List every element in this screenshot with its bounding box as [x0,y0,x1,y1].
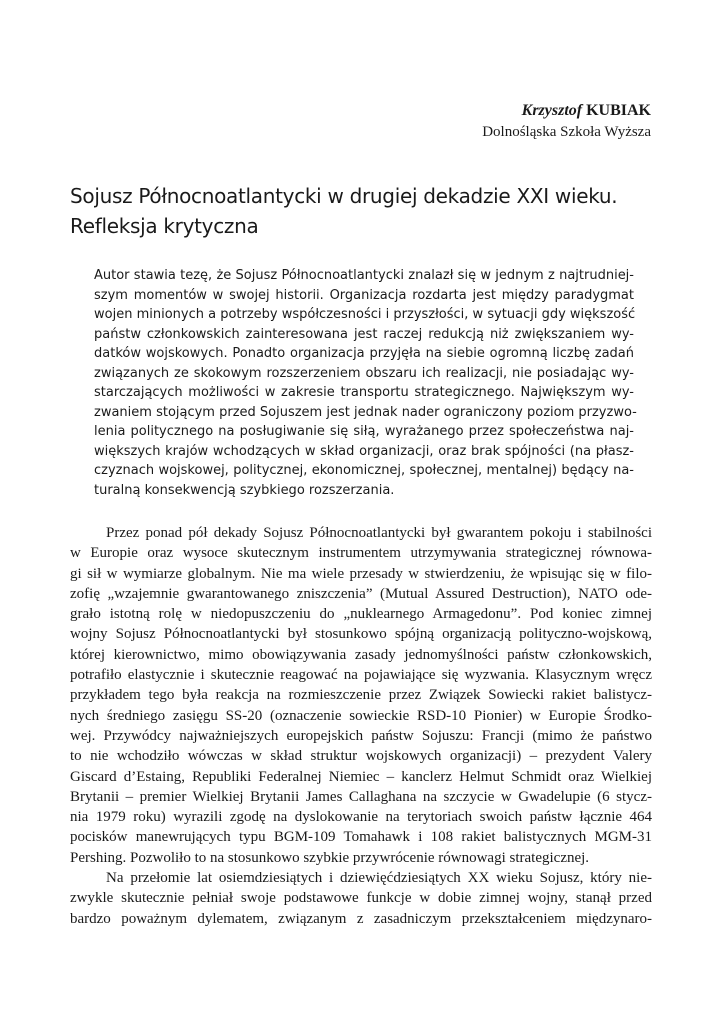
author-block [482,100,651,142]
abstract-line: państw członkowskich zainteresowana jest raczej redukcją niż zwiększaniem wy- [94,326,634,342]
body-line: zofię „wzajemnie gwarantowanego zniszczenia” (Mutual Assured Destruction), NATO ode- [70,585,652,602]
body-line: gi sił w wymiarze globalnym. Nie ma wiele przesady w stwierdzeniu, że wpisując się w filo- [70,565,652,582]
abstract-line: szym momentów w swojej historii. Organizacja rozdarta jest między paradygmat [94,287,634,303]
body-text [70,523,652,929]
article-title [70,181,670,241]
body-line: nia 1979 roku) wyrazili zgodę na dyslokowanie na terytoriach swoich państw łącznie 464 [70,809,652,826]
abstract-line: datków wojskowych. Ponadto organizacja przyjęła na siebie ogromną liczbę zadań [94,346,634,361]
body-line: Przez ponad pół dekady Sojusz Północnoatlantycki był gwarantem pokoju i stabilności [106,525,652,541]
body-line: Brytanii – premier Wielkiej Brytanii James Callaghana na szczycie w Gwadelupie (6 stycz- [70,788,652,805]
body-line: grało istotną rolę w niedopuszczeniu do „nuklearnego Armagedonu”. Pod koniec zimnej [70,606,652,623]
abstract-line: lenia politycznego na posługiwanie się siłą, wyrażanego przez społeczeństwa naj- [94,424,634,439]
author-given-name: Krzysztof [521,102,583,119]
abstract-line: starczających możliwości w zakresie transportu strategicznego. Największym wy- [94,385,634,400]
body-line: w Europie oraz wysoce skutecznym instrumentem utrzymywania strategicznej równowa- [70,545,652,562]
author-surname: KUBIAK [586,102,651,119]
body-line: wojny Sojusz Północnoatlantycki był stosunkowo spójną organizacją polityczno-wojskową, [70,626,652,643]
body-line: nych średniego zasięgu SS-20 (oznaczenie sowieckie RSD-10 Pionier) w Europie Środko- [70,707,652,724]
author-name [482,100,651,122]
abstract [94,266,637,500]
body-line: zwykle skutecznie pełniał swoje podstawowe funkcje w dobie zimnej wojny, stanął przed [70,890,652,907]
author-affiliation: Dolnośląska Szkoła Wyższa [482,124,651,140]
body-line: Na przełomie lat osiemdziesiątych i dziewięćdziesiątych XX wieku Sojusz, który nie- [106,870,652,887]
abstract-line: turalną konsekwencją szybkiego rozszerzania. [94,482,395,498]
body-line: pocisków manewrujących typu BGM-109 Tomahawk i 108 rakiet balistycznych MGM-31 [70,829,652,846]
abstract-line: Autor stawia tezę, że Sojusz Północnoatlantycki znalazł się w jednym z najtrudniej- [94,268,634,283]
abstract-line: czyznach wojskowej, politycznej, ekonomicznej, społecznej, mentalnej) będący na- [94,463,634,478]
body-line: potrafiło elastycznie i skutecznie reagować na pojawiające się wyzwania. Klasycznym wręcz [70,667,652,684]
abstract-line: większych krajów wchodzących w skład organizacji, oraz brak spójności (na płasz- [94,443,634,459]
body-line: wej. Przywódcy najważniejszych europejskich państw Sojuszu: Francji (mimo że państwo [70,727,652,744]
abstract-line: wojen minionych a potrzeby współczesności i przyszłości, w sytuacji gdy większość [94,307,636,322]
abstract-line: zwaniem stojącym przed Sojuszem jest jednak nader ograniczony poziom przyzwo- [94,404,637,420]
body-line: to nie wchodziło wówczas w skład struktur wojskowych organizacji) – prezydent Valery [70,748,652,765]
body-line: Giscard d’Estaing, Republiki Federalnej Niemiec – kanclerz Helmut Schmidt oraz Wielkiej [70,768,652,785]
body-line: bardzo poważnym dylematem, związanym z zasadniczym przekształceniem międzynaro- [70,910,652,927]
title-line: Sojusz Północnoatlantycki w drugiej dekadzie XXI wieku. [70,184,618,209]
body-line: której kierownictwo, mimo obowiązywania zasady jednomyślności państw członkowskich, [70,646,652,663]
body-line: przykładem tego była reakcja na rozmieszczenie przez Związek Sowiecki rakiet balistycz- [70,687,652,704]
abstract-line: związanych ze skokowym rozszerzeniem obszaru ich realizacji, nie posiadając wy- [94,365,634,381]
title-line: Refleksja krytyczna [70,214,259,239]
body-line: Pershing. Pozwoliło to na stosunkowo szybkie przywrócenie równowagi strategicznej. [70,849,590,866]
